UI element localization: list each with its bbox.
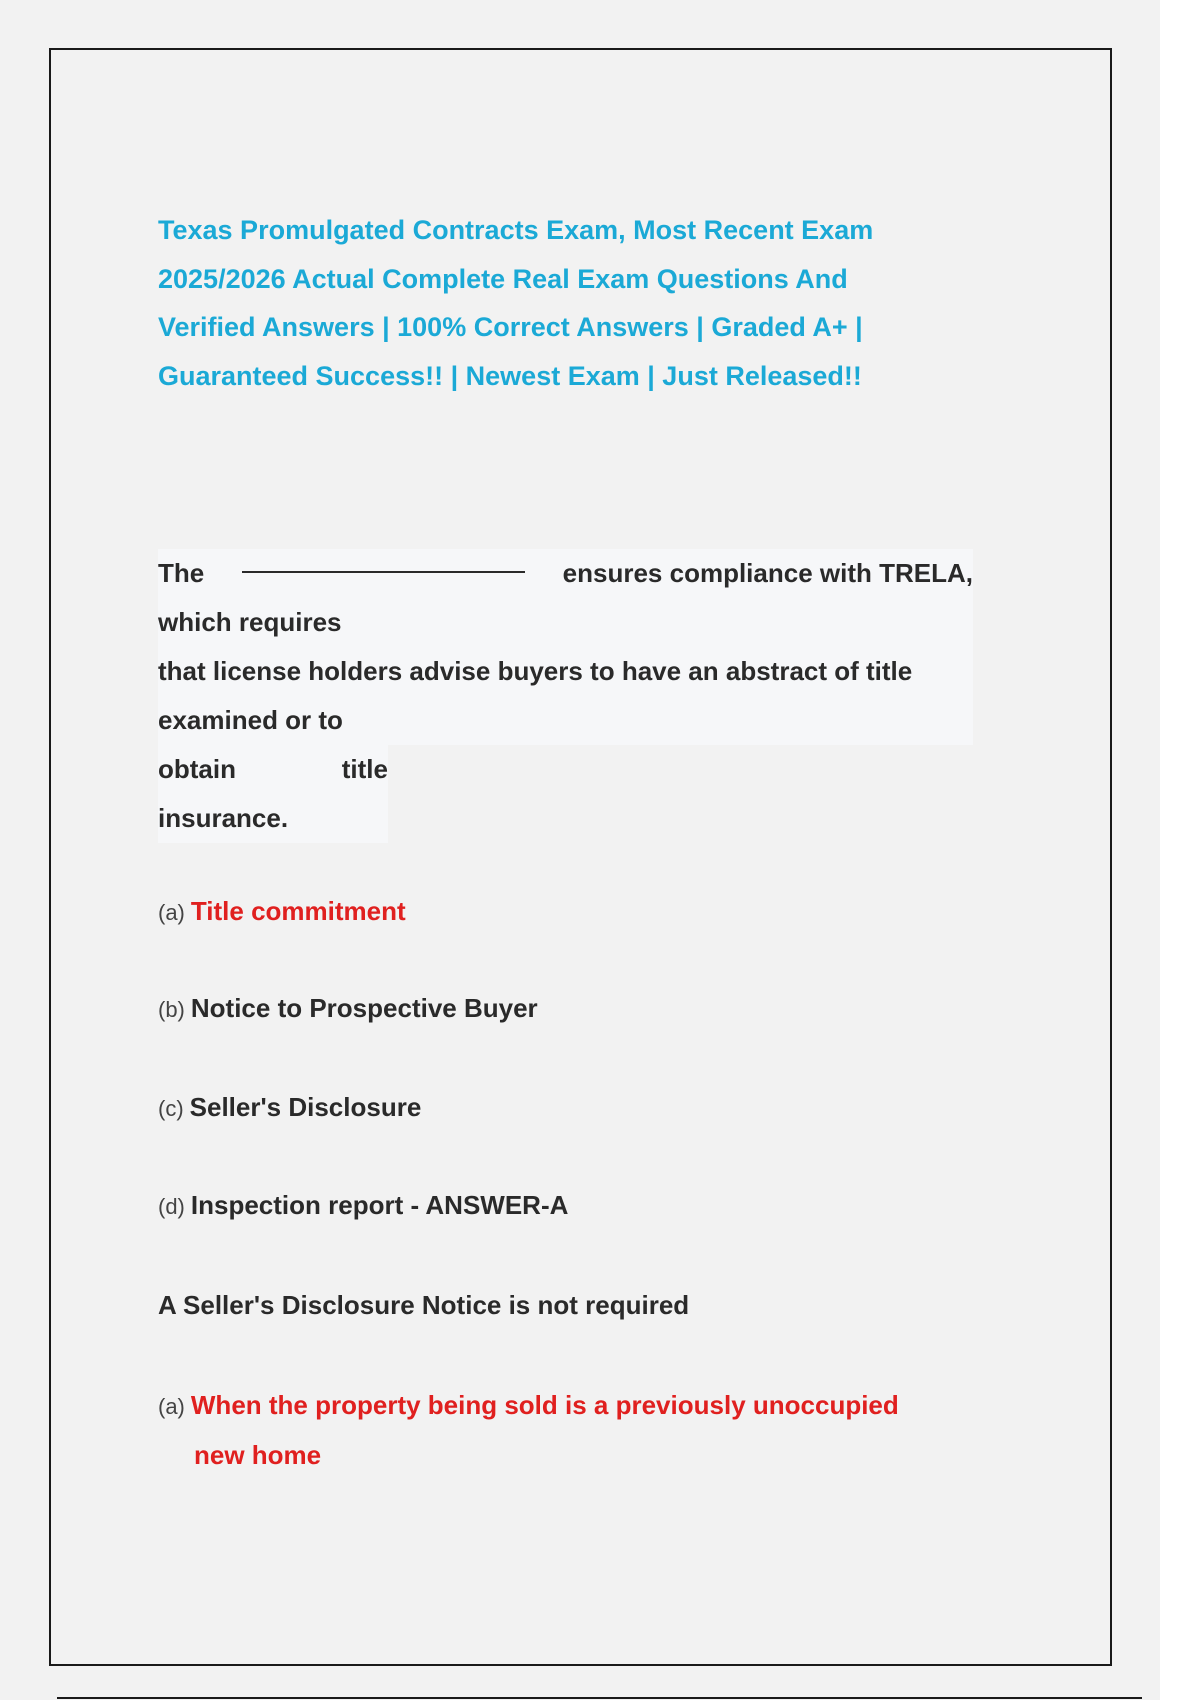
- title-line: Guaranteed Success!! | Newest Exam | Just Released!!: [158, 360, 862, 391]
- option-c: [158, 1092, 421, 1123]
- option-text: Notice to Prospective Buyer: [190, 993, 538, 1023]
- question-2-option-a: [158, 1381, 899, 1480]
- question-1-text-shade: [158, 549, 973, 745]
- question-1-after-blank: ensures compliance with TRELA,: [562, 558, 973, 588]
- question-1-line: insurance.: [158, 803, 289, 833]
- title-line: Texas Promulgated Contracts Exam, Most Recent Exam: [158, 215, 874, 245]
- question-1-lead: The: [158, 558, 205, 588]
- title-line: Verified Answers | 100% Correct Answers | Graded A+ |: [158, 312, 863, 343]
- bottom-rule: [57, 1697, 1142, 1699]
- question-2: A Seller's Disclosure Notice is not required: [158, 1290, 690, 1320]
- option-d: [158, 1190, 568, 1221]
- option-letter: (a): [158, 1394, 185, 1419]
- option-text-correct: When the property being sold is a previously unoccupied: [190, 1390, 899, 1420]
- option-text: Seller's Disclosure: [189, 1092, 422, 1122]
- option-b: [158, 993, 538, 1024]
- fill-in-blank: [242, 549, 525, 573]
- option-text: Inspection report - ANSWER-A: [190, 1190, 569, 1220]
- question-1-word: title: [341, 754, 388, 784]
- question-1-line: [158, 549, 973, 598]
- question-1: [158, 549, 973, 843]
- document-title: [158, 206, 918, 400]
- option-text-correct: Title commitment: [190, 896, 406, 926]
- question-1-line: [158, 745, 388, 794]
- question-1-line: that license holders advise buyers to have an abstract of title: [158, 656, 913, 686]
- option-row: [158, 1381, 899, 1431]
- question-1-word: obtain: [158, 754, 236, 784]
- option-letter: (a): [158, 900, 185, 925]
- question-1-line: which requires: [158, 607, 342, 637]
- option-text-correct-continued: new home: [194, 1440, 322, 1470]
- option-a: [158, 896, 406, 927]
- title-line: 2025/2026 Actual Complete Real Exam Questions And: [158, 263, 848, 294]
- right-margin: [1160, 0, 1200, 1700]
- question-1-line: examined or to: [158, 705, 343, 735]
- question-1-text-shade-narrow: [158, 745, 388, 843]
- option-letter: (c): [158, 1096, 184, 1121]
- option-letter: (d): [158, 1194, 185, 1219]
- option-letter: (b): [158, 997, 185, 1022]
